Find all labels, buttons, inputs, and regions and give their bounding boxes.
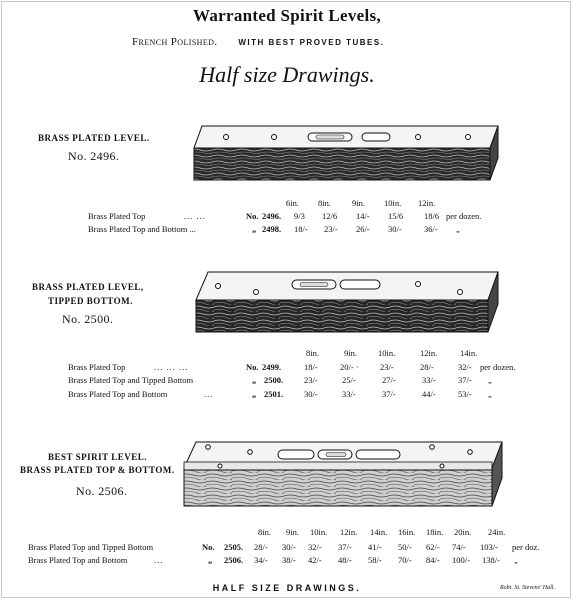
section-2-number: No. 2500.: [62, 312, 114, 326]
size-header: 12in.: [418, 198, 436, 208]
price: 23/-: [304, 375, 318, 385]
price: 25/-: [342, 375, 356, 385]
price: 74/-: [452, 542, 466, 552]
price: 27/-: [382, 375, 396, 385]
subtitle-right: WITH BEST PROVED TUBES.: [238, 38, 385, 47]
row-suffix: „: [488, 375, 492, 385]
row-no: 2500.: [264, 375, 284, 385]
row-no-label: No.: [246, 211, 259, 221]
row-no-label: „: [208, 555, 213, 565]
price: 30/-: [388, 224, 402, 234]
page-title: Warranted Spirit Levels,: [192, 6, 382, 25]
price: 38/-: [282, 555, 296, 565]
price: 41/-: [368, 542, 382, 552]
price: 26/-: [356, 224, 370, 234]
row-suffix: „: [488, 389, 492, 399]
size-header: 14in.: [460, 348, 478, 358]
row-suffix: per dozen.: [480, 362, 516, 372]
row-dots: ... ...: [184, 211, 206, 221]
price: 28/-: [420, 362, 434, 372]
price: 37/-: [458, 375, 472, 385]
row-description: Brass Plated Top: [68, 362, 126, 372]
row-no: 2505.: [224, 542, 244, 552]
price: 18/-: [304, 362, 318, 372]
price: 28/-: [254, 542, 268, 552]
size-header: 12in.: [420, 348, 438, 358]
price: 33/-: [422, 375, 436, 385]
size-header: 14in.: [370, 527, 388, 537]
row-dots: ...: [154, 555, 164, 565]
section-2-name-line-1: BRASS PLATED LEVEL,: [32, 282, 144, 292]
section-1-number: No. 2496.: [68, 149, 120, 163]
price: 84/-: [426, 555, 440, 565]
price: 36/-: [424, 224, 438, 234]
footer-caption: HALF SIZE DRAWINGS.: [212, 583, 362, 593]
price: 30/-: [304, 389, 318, 399]
price: 15/6: [388, 211, 404, 221]
price: 12/6: [322, 211, 338, 221]
price: 37/-: [338, 542, 352, 552]
price: 48/-: [338, 555, 352, 565]
size-header: 8in.: [258, 527, 271, 537]
size-header: 20in.: [454, 527, 472, 537]
price: 70/-: [398, 555, 412, 565]
row-no-label: „: [252, 389, 257, 399]
price: 20/- ·: [340, 362, 359, 372]
size-header: 16in.: [398, 527, 416, 537]
size-header: 8in.: [306, 348, 319, 358]
row-no-label: No.: [246, 362, 259, 372]
section-2-name-line-2: TIPPED BOTTOM.: [48, 296, 133, 306]
row-description: Brass Plated Top and Tipped Bottom: [68, 375, 194, 385]
table-row: [28, 553, 570, 567]
price: 53/-: [458, 389, 472, 399]
size-header: 6in.: [286, 198, 299, 208]
size-header: 9in.: [344, 348, 357, 358]
size-header: 10in.: [378, 348, 396, 358]
row-description: Brass Plated Top and Bottom ...: [88, 224, 196, 234]
row-suffix: „: [514, 555, 518, 565]
row-suffix: per dozen.: [446, 211, 482, 221]
row-dots: ... ... ...: [154, 362, 189, 372]
subtitle-left: French Polished.: [132, 36, 218, 48]
size-header: 18in.: [426, 527, 444, 537]
half-size-heading: Half size Drawings.: [199, 62, 375, 87]
price: 50/-: [398, 542, 412, 552]
section-3-name-line-1: BEST SPIRIT LEVEL.: [48, 452, 147, 462]
price: 103/-: [480, 542, 498, 552]
price: 58/-: [368, 555, 382, 565]
row-no-label: „: [252, 375, 257, 385]
price: 23/-: [324, 224, 338, 234]
row-suffix: „: [456, 224, 460, 234]
price: 30/-: [282, 542, 296, 552]
price: 100/-: [452, 555, 470, 565]
price: 18/6: [424, 211, 440, 221]
price: 34/-: [254, 555, 268, 565]
size-header: 24in.: [488, 527, 506, 537]
price: 23/-: [380, 362, 394, 372]
row-description: Brass Plated Top and Tipped Bottom: [28, 542, 154, 552]
row-description: Brass Plated Top and Bottom: [68, 389, 168, 399]
price: 62/-: [426, 542, 440, 552]
price: 14/-: [356, 211, 370, 221]
size-header: 12in.: [340, 527, 358, 537]
row-description: Brass Plated Top: [88, 211, 146, 221]
row-dots: ...: [204, 389, 214, 399]
table-row: [28, 540, 570, 554]
row-no: 2499.: [262, 362, 282, 372]
row-no: 2496.: [262, 211, 282, 221]
row-no: 2501.: [264, 389, 284, 399]
section-1-name: BRASS PLATED LEVEL.: [38, 133, 150, 143]
row-no-label: No.: [202, 542, 215, 552]
row-no-label: „: [252, 224, 257, 234]
row-suffix: per doz.: [512, 542, 540, 552]
price: 18/-: [294, 224, 308, 234]
row-description: Brass Plated Top and Bottom: [28, 555, 128, 565]
row-no: 2506.: [224, 555, 244, 565]
price: 9/3: [294, 211, 305, 221]
price: 44/-: [422, 389, 436, 399]
price: 33/-: [342, 389, 356, 399]
size-header: 8in.: [318, 198, 331, 208]
size-header: 9in.: [352, 198, 365, 208]
size-header: 9in.: [286, 527, 299, 537]
price: 138/-: [482, 555, 500, 565]
price: 32/-: [458, 362, 472, 372]
price: 37/-: [382, 389, 396, 399]
price: 32/-: [308, 542, 322, 552]
section-3-name-line-2: BRASS PLATED TOP & BOTTOM.: [20, 465, 175, 475]
row-no: 2498.: [262, 224, 282, 234]
section-3-number: No. 2506.: [76, 484, 128, 498]
footer-note: Robt. St. Stevens' Hall.: [500, 585, 555, 591]
price: 42/-: [308, 555, 322, 565]
size-header: 10in.: [310, 527, 328, 537]
size-header: 10in.: [384, 198, 402, 208]
